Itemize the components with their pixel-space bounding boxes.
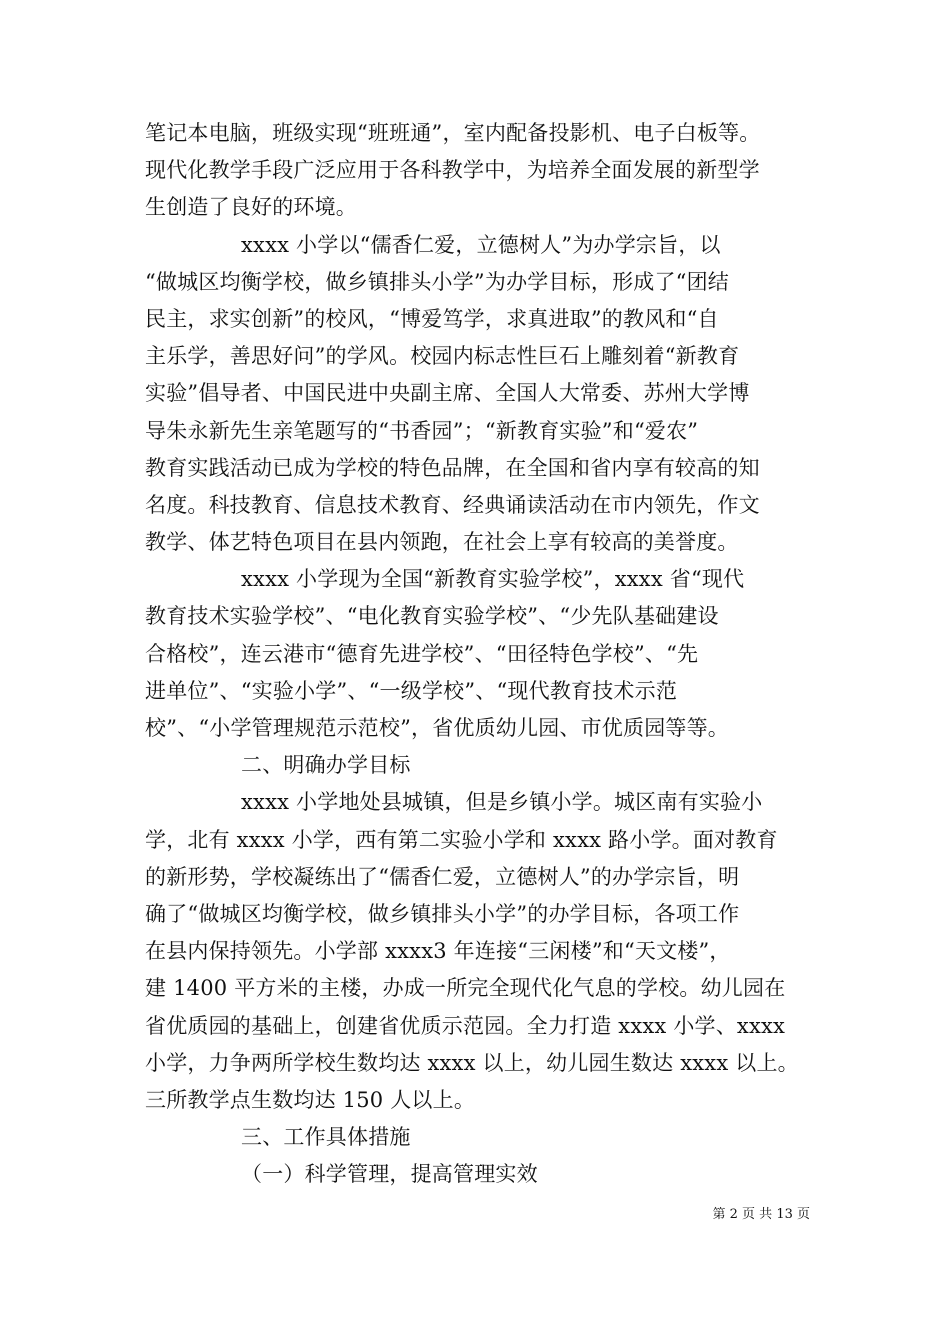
text-line: 在县内保持领先。小学部 xxxx3 年连接“三闲楼”和“天文楼”，: [145, 939, 731, 964]
text-line: 主乐学，善思好问”的学风。校园内标志性巨石上雕刻着“新教育: [145, 344, 740, 369]
text-line: “做城区均衡学校，做乡镇排头小学”为办学目标，形成了“团结: [145, 269, 730, 294]
section-heading: 三、工作具体措施: [241, 1125, 411, 1150]
text-line: 三所教学点生数均达 150 人以上。: [145, 1087, 476, 1112]
text-line: 实验”倡导者、中国民进中央副主席、全国人大常委、苏州大学博: [145, 381, 750, 406]
text-line: 名度。科技教育、信息技术教育、经典诵读活动在市内领先，作文: [145, 492, 760, 517]
text-line: 现代化教学手段广泛应用于各科教学中，为培养全面发展的新型学: [145, 158, 760, 183]
text-line: 学，北有 xxxx 小学，西有第二实验小学和 xxxx 路小学。面对教育: [145, 827, 778, 852]
text-line: 教学、体艺特色项目在县内领跑，在社会上享有较高的美誉度。: [145, 530, 739, 555]
text-line: 生创造了良好的环境。: [145, 195, 357, 220]
text-line: 合格校”，连云港市“德育先进学校”、“田径特色学校”、“先: [145, 641, 699, 666]
text-line: 教育实践活动已成为学校的特色品牌，在全国和省内享有较高的知: [145, 455, 760, 480]
text-line: 笔记本电脑，班级实现“班班通”，室内配备投影机、电子白板等。: [145, 121, 761, 145]
text-line: 教育技术实验学校”、“电化教育实验学校”、“少先队基础建设: [145, 604, 719, 629]
text-line: 建 1400 平方米的主楼，办成一所完全现代化气息的学校。幼儿园在: [145, 976, 786, 1001]
paragraph-start-line: xxxx 小学地处县城镇，但是乡镇小学。城区南有实验小: [241, 790, 763, 815]
document-body: [145, 115, 835, 1193]
page-number-footer: 第 2 页 共 13 页: [712, 1207, 810, 1222]
text-line: 确了“做城区均衡学校，做乡镇排头小学”的办学目标，各项工作: [145, 901, 740, 926]
text-line: 的新形势，学校凝练出了“儒香仁爱，立德树人”的办学宗旨，明: [145, 864, 740, 889]
paragraph-start-line: xxxx 小学以“儒香仁爱，立德树人”为办学宗旨，以: [241, 232, 721, 257]
paragraph-start-line: xxxx 小学现为全国“新教育实验学校”，xxxx 省“现代: [241, 567, 745, 592]
text-line: 小学，力争两所学校生数均达 xxxx 以上，幼儿园生数达 xxxx 以上。: [145, 1050, 799, 1075]
section-heading: 二、明确办学目标: [241, 753, 411, 778]
subsection-heading: （一）科学管理，提高管理实效: [241, 1162, 538, 1187]
text-line: 进单位”、“实验小学”、“一级学校”、“现代教育技术示范: [145, 678, 678, 703]
text-line: 校”、“小学管理规范示范校”，省优质幼儿园、市优质园等等。: [145, 716, 730, 740]
text-line: 导朱永新先生亲笔题写的“书香园”；“新教育实验”和“爱农”: [145, 418, 699, 443]
text-line: 省优质园的基础上，创建省优质示范园。全力打造 xxxx 小学、xxxx: [145, 1013, 786, 1038]
text-line: 民主，求实创新”的校风，“博爱笃学，求真进取”的教风和“自: [145, 306, 719, 331]
